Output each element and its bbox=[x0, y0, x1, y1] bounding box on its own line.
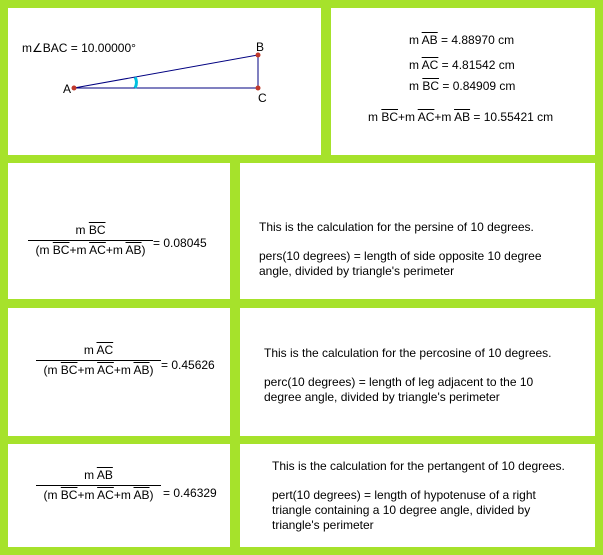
angle-mark bbox=[135, 77, 137, 88]
triangle-panel bbox=[8, 8, 321, 155]
percosine-description bbox=[264, 346, 569, 405]
fraction-numerator: m $\overline{AC}$ bbox=[83, 343, 114, 357]
triangle-diagram bbox=[8, 8, 321, 155]
fraction-numerator: m $\overline{AB}$ bbox=[84, 468, 113, 482]
percosine-heading: This is the calculation for the percosine of 10 degrees. bbox=[264, 346, 552, 360]
persine-text-panel bbox=[240, 163, 595, 299]
fraction-bar bbox=[36, 485, 161, 486]
percosine-definition: perc(10 degrees) = length of leg adjacent to the 10 degree angle, divided by triangle's perimeter bbox=[264, 375, 534, 404]
fraction-denominator: (m $\overline{BC}+m$ $\overline{AC}+m$ $\overline{AB}$) bbox=[43, 488, 154, 502]
percosine-text-panel bbox=[240, 308, 595, 436]
persine-definition: pers(10 degrees) = length of side opposite 10 degree angle, divided by triangle's perimeter bbox=[259, 249, 542, 278]
segment-ab bbox=[74, 55, 258, 88]
persine-heading: This is the calculation for the persine of 10 degrees. bbox=[259, 220, 534, 234]
percosine-formula-panel bbox=[8, 308, 230, 436]
measure-perimeter: m $\overline{BC}+m$ $\overline{AC}+m$ $\overline{AB} = 10.55421$ cm bbox=[368, 110, 554, 124]
fraction-numerator: m $\overline{BC}$ bbox=[75, 223, 106, 237]
angle-measure-label: m∠BAC = 10.00000° bbox=[22, 41, 136, 55]
fraction-bar bbox=[36, 360, 161, 361]
fraction-bar bbox=[28, 240, 153, 241]
point-label-c: C bbox=[258, 91, 267, 105]
vertex-a bbox=[72, 86, 77, 91]
fraction-denominator: (m $\overline{BC}+m$ $\overline{AC}+m$ $\overline{AB}$) bbox=[35, 243, 146, 257]
pertangent-result: = 0.46329 bbox=[163, 486, 217, 500]
persine-fraction bbox=[28, 223, 153, 258]
percosine-fraction bbox=[36, 343, 161, 378]
pertangent-description bbox=[272, 459, 572, 533]
measurements-panel bbox=[331, 8, 595, 155]
measure-ac: m $\overline{AC} = 4.81542$ cm bbox=[409, 58, 515, 72]
persine-result: = 0.08045 bbox=[153, 236, 207, 250]
point-label-b: B bbox=[256, 40, 265, 54]
vertex-c bbox=[256, 86, 261, 91]
point-label-a: A bbox=[63, 82, 72, 96]
fraction-denominator: (m $\overline{BC}+m$ $\overline{AC}+m$ $\overline{AB}$) bbox=[43, 363, 154, 377]
pertangent-definition: pert(10 degrees) = length of hypotenuse of a right triangle containing a 10 degree angle, divided by triangle's perimeter bbox=[272, 488, 536, 532]
measure-bc: m $\overline{BC} = 0.84909$ cm bbox=[409, 79, 516, 93]
pertangent-formula-panel bbox=[8, 444, 230, 547]
percosine-result: = 0.45626 bbox=[161, 358, 215, 372]
pertangent-text-panel bbox=[240, 444, 595, 547]
persine-description bbox=[259, 220, 569, 279]
pertangent-heading: This is the calculation for the pertangent of 10 degrees. bbox=[272, 459, 565, 473]
persine-formula-panel bbox=[8, 163, 230, 299]
measure-ab: m $\overline{AB} = 4.88970$ cm bbox=[409, 33, 515, 47]
pertangent-fraction bbox=[36, 468, 161, 503]
